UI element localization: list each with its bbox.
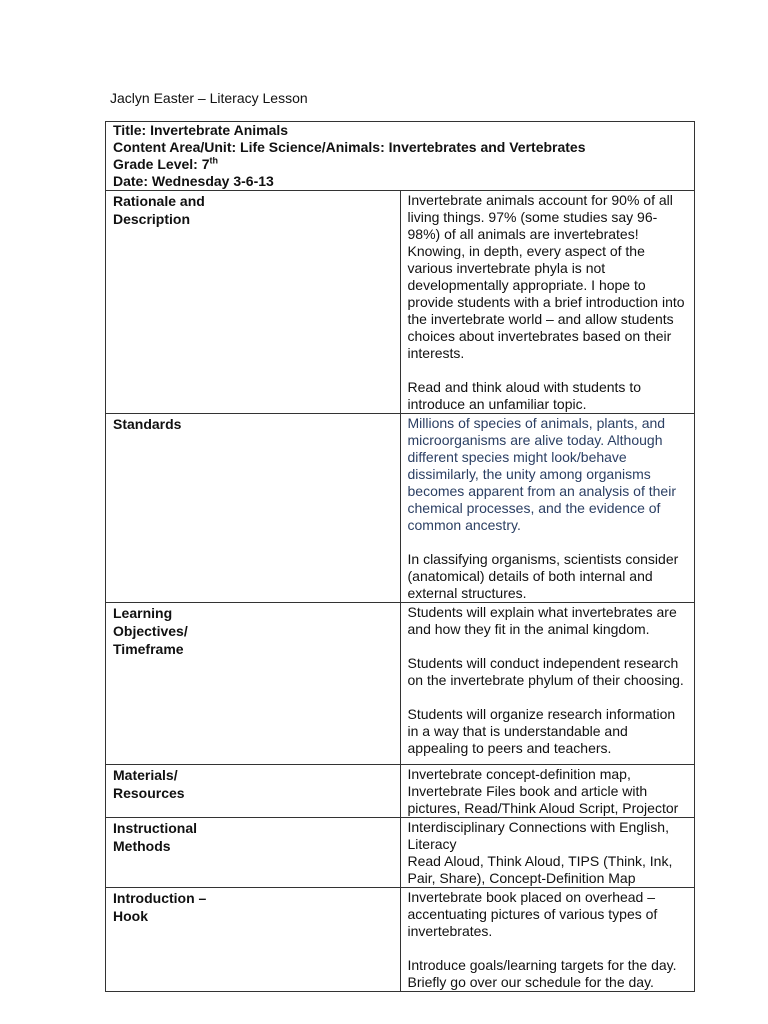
lesson-date: Date: Wednesday 3-6-13 <box>113 173 274 189</box>
rationale-label <box>106 191 401 414</box>
rationale-label-line1: Rationale and <box>113 193 205 209</box>
materials-text: Invertebrate concept-definition map, Invertebrate Files book and article with pictures, Read/Think Aloud Script, Projector <box>407 766 679 816</box>
materials-label-line1: Materials/ <box>113 767 178 783</box>
standards-paragraph-2: In classifying organisms, scientists consider (anatomical) details of both internal and external structures. <box>407 551 679 601</box>
intro-label-line1: Introduction – <box>113 890 207 906</box>
materials-label-line2: Resources <box>113 785 185 801</box>
materials-row <box>106 765 695 818</box>
rationale-content <box>400 191 695 414</box>
intro-paragraph-1: Invertebrate book placed on overhead – accentuating pictures of various types of invertebrates. <box>407 889 658 939</box>
intro-row <box>106 888 695 992</box>
objectives-label <box>106 603 401 765</box>
rationale-paragraph-2: Read and think aloud with students to introduce an unfamiliar topic. <box>407 379 641 412</box>
intro-content <box>400 888 695 992</box>
methods-line-1: Interdisciplinary Connections with English, Literacy <box>407 819 669 852</box>
document-heading: Jaclyn Easter – Literacy Lesson <box>110 90 308 106</box>
grade-level-suffix: th <box>209 155 218 166</box>
grade-level-text: Grade Level: 7 <box>113 156 210 172</box>
intro-paragraph-2: Introduce goals/learning targets for the day. Briefly go over our schedule for the day. <box>407 957 677 990</box>
standards-label <box>106 414 401 603</box>
standards-content <box>400 414 695 603</box>
methods-row <box>106 818 695 888</box>
methods-label <box>106 818 401 888</box>
rationale-paragraph-1: Invertebrate animals account for 90% of all living things. 97% (some studies say 96-98%) of all animals are invertebrates! Knowing, in depth, every aspect of the various invertebrate phyla is not developmentally appropriate. I hope to provide students with a brief introduction into the invertebrate world – and allow students choices about invertebrates based on their interests. <box>407 192 685 361</box>
materials-content <box>400 765 695 818</box>
objectives-row <box>106 603 695 765</box>
materials-label <box>106 765 401 818</box>
standards-label-text: Standards <box>113 416 182 432</box>
objectives-content <box>400 603 695 765</box>
lesson-title: Title: Invertebrate Animals <box>113 122 289 138</box>
objective-2: Students will conduct independent research on the invertebrate phylum of their choosing. <box>407 655 684 688</box>
rationale-row <box>106 191 695 414</box>
objective-3: Students will organize research information in a way that is understandable and appealing to peers and teachers. <box>407 706 676 756</box>
content-area: Content Area/Unit: Life Science/Animals: Invertebrates and Vertebrates <box>113 139 586 155</box>
standards-paragraph-1: Millions of species of animals, plants, and microorganisms are alive today. Although different species might look/behave dissimilarly, the unity among organisms becomes apparent from an analysis of their chemical processes, and the evidence of common ancestry. <box>407 415 676 533</box>
intro-label <box>106 888 401 992</box>
methods-line-2: Read Aloud, Think Aloud, TIPS (Think, Ink, Pair, Share), Concept-Definition Map <box>407 853 673 886</box>
grade-level <box>113 156 687 173</box>
lesson-plan-table <box>105 121 695 992</box>
methods-label-line2: Methods <box>113 838 171 854</box>
standards-row <box>106 414 695 603</box>
objective-1: Students will explain what invertebrates are and how they fit in the animal kingdom. <box>407 604 677 637</box>
header-row <box>106 122 695 191</box>
intro-label-line2: Hook <box>113 908 148 924</box>
objectives-label-line2: Objectives/ <box>113 623 188 639</box>
lesson-header-cell <box>106 122 695 191</box>
methods-label-line1: Instructional <box>113 820 198 836</box>
objectives-label-line1: Learning <box>113 605 173 621</box>
objectives-label-line3: Timeframe <box>113 641 184 657</box>
rationale-label-line2: Description <box>113 211 191 227</box>
methods-content <box>400 818 695 888</box>
